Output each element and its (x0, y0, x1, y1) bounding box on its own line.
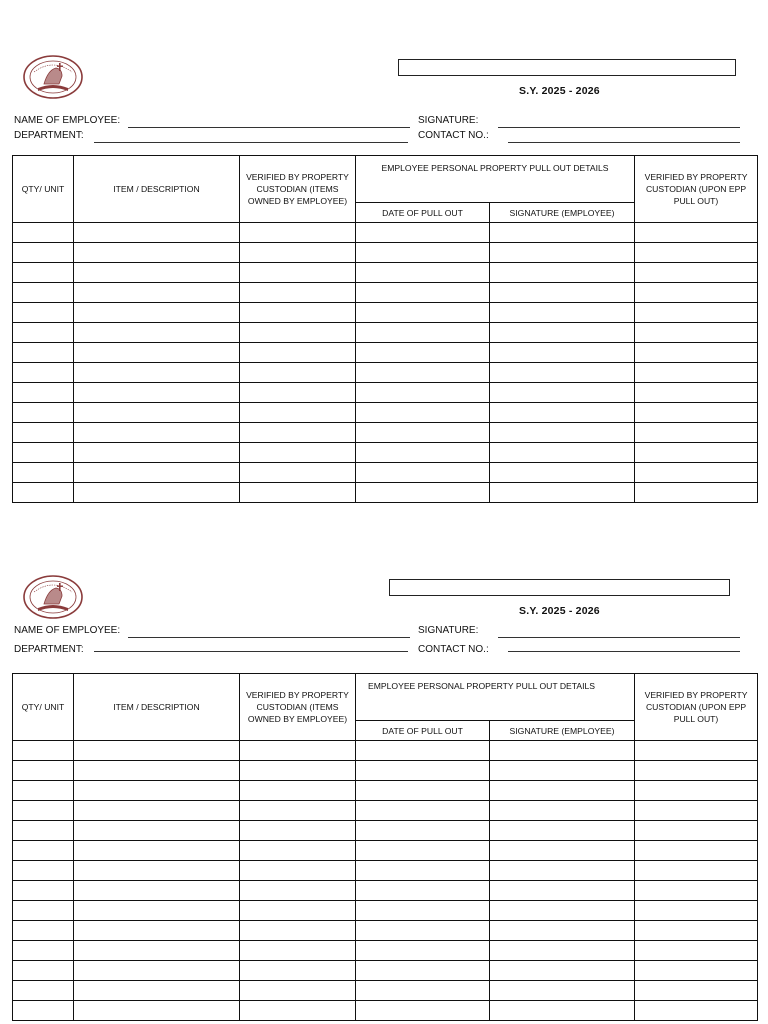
item-description-cell[interactable] (74, 781, 240, 801)
date-of-pull-out-cell[interactable] (356, 283, 490, 303)
qty-unit-cell[interactable] (13, 443, 74, 463)
item-description-cell[interactable] (74, 901, 240, 921)
signature-field[interactable] (498, 637, 740, 638)
qty-unit-cell[interactable] (13, 821, 74, 841)
date-of-pull-out-cell[interactable] (356, 981, 490, 1001)
item-description-cell[interactable] (74, 283, 240, 303)
department-field[interactable] (94, 651, 408, 652)
signature-employee-cell[interactable] (490, 323, 635, 343)
qty-unit-cell[interactable] (13, 403, 74, 423)
table-row (13, 741, 758, 761)
table-row (13, 801, 758, 821)
date-of-pull-out-cell[interactable] (356, 323, 490, 343)
verified-upon-cell[interactable] (635, 961, 758, 981)
signature-employee-cell[interactable] (490, 841, 635, 861)
item-description-cell[interactable] (74, 961, 240, 981)
verified-owned-cell[interactable] (240, 841, 356, 861)
table-row (13, 761, 758, 781)
item-description-cell[interactable] (74, 761, 240, 781)
verified-owned-cell[interactable] (240, 323, 356, 343)
date-of-pull-out-cell[interactable] (356, 861, 490, 881)
verified-upon-cell[interactable] (635, 821, 758, 841)
date-of-pull-out-cell[interactable] (356, 363, 490, 383)
item-description-cell[interactable] (74, 303, 240, 323)
department-label: DEPARTMENT: (14, 644, 84, 655)
date-of-pull-out-cell[interactable] (356, 801, 490, 821)
signature-employee-cell[interactable] (490, 283, 635, 303)
verified-upon-cell[interactable] (635, 283, 758, 303)
verified-owned-cell[interactable] (240, 443, 356, 463)
verified-upon-cell[interactable] (635, 841, 758, 861)
signature-employee-cell[interactable] (490, 243, 635, 263)
verified-owned-cell[interactable] (240, 741, 356, 761)
item-description-cell[interactable] (74, 443, 240, 463)
qty-unit-cell[interactable] (13, 423, 74, 443)
contact-no-field[interactable] (508, 651, 740, 652)
epp-pull-out-header: EMPLOYEE PERSONAL PROPERTY PULL OUT DETAILS (356, 156, 635, 203)
table-row (13, 443, 758, 463)
signature-employee-cell[interactable] (490, 303, 635, 323)
date-of-pull-out-cell[interactable] (356, 463, 490, 483)
item-description-cell[interactable] (74, 463, 240, 483)
date-of-pull-out-cell[interactable] (356, 443, 490, 463)
verified-upon-cell[interactable] (635, 921, 758, 941)
qty-unit-cell[interactable] (13, 283, 74, 303)
verified-owned-cell[interactable] (240, 243, 356, 263)
verified-owned-cell[interactable] (240, 1001, 356, 1021)
table-row (13, 383, 758, 403)
school-seal-logo-icon (22, 574, 84, 620)
signature-employee-cell[interactable] (490, 761, 635, 781)
item-description-cell[interactable] (74, 861, 240, 881)
qty-unit-cell[interactable] (13, 841, 74, 861)
form-title-box[interactable] (398, 59, 736, 76)
date-of-pull-out-cell[interactable] (356, 781, 490, 801)
verified-owned-cell[interactable] (240, 483, 356, 503)
qty-unit-cell[interactable] (13, 761, 74, 781)
qty-unit-cell[interactable] (13, 741, 74, 761)
epp-pull-out-header: EMPLOYEE PERSONAL PROPERTY PULL OUT DETAILS (356, 674, 635, 721)
table-row (13, 323, 758, 343)
signature-employee-cell[interactable] (490, 981, 635, 1001)
verified-owned-cell[interactable] (240, 901, 356, 921)
table-row (13, 921, 758, 941)
item-description-cell[interactable] (74, 383, 240, 403)
verified-owned-cell[interactable] (240, 981, 356, 1001)
verified-upon-cell[interactable] (635, 761, 758, 781)
verified-upon-cell[interactable] (635, 303, 758, 323)
qty-unit-cell[interactable] (13, 303, 74, 323)
verified-upon-cell[interactable] (635, 881, 758, 901)
date-of-pull-out-cell[interactable] (356, 841, 490, 861)
date-of-pull-out-cell[interactable] (356, 263, 490, 283)
table-body (13, 741, 758, 1021)
verified-owned-cell[interactable] (240, 403, 356, 423)
school-year: S.Y. 2025 - 2026 (519, 85, 600, 97)
date-of-pull-out-cell[interactable] (356, 881, 490, 901)
item-description-cell[interactable] (74, 223, 240, 243)
date-of-pull-out-cell[interactable] (356, 901, 490, 921)
date-of-pull-out-cell[interactable] (356, 921, 490, 941)
table-row (13, 901, 758, 921)
table-row (13, 483, 758, 503)
table-row (13, 243, 758, 263)
contact-no-field[interactable] (508, 142, 740, 143)
item-description-cell[interactable] (74, 243, 240, 263)
signature-employee-cell[interactable] (490, 821, 635, 841)
verified-owned-cell[interactable] (240, 423, 356, 443)
item-description-cell[interactable] (74, 343, 240, 363)
verified-upon-cell[interactable] (635, 423, 758, 443)
qty-unit-cell[interactable] (13, 263, 74, 283)
table-row (13, 303, 758, 323)
date-of-pull-out-cell[interactable] (356, 383, 490, 403)
signature-employee-cell[interactable] (490, 901, 635, 921)
date-of-pull-out-cell[interactable] (356, 761, 490, 781)
verified-owned-cell[interactable] (240, 383, 356, 403)
verified-owned-cell[interactable] (240, 941, 356, 961)
qty-unit-cell[interactable] (13, 363, 74, 383)
verified-upon-cell[interactable] (635, 223, 758, 243)
signature-employee-cell[interactable] (490, 921, 635, 941)
signature-employee-header: SIGNATURE (EMPLOYEE) (490, 721, 635, 741)
name-of-employee-label: NAME OF EMPLOYEE: (14, 625, 121, 636)
verified-owned-cell[interactable] (240, 223, 356, 243)
signature-employee-cell[interactable] (490, 223, 635, 243)
verified-upon-cell[interactable] (635, 463, 758, 483)
date-of-pull-out-cell[interactable] (356, 423, 490, 443)
verified-upon-cell[interactable] (635, 741, 758, 761)
table-row (13, 841, 758, 861)
qty-unit-cell[interactable] (13, 801, 74, 821)
date-of-pull-out-header: DATE OF PULL OUT (356, 203, 490, 223)
signature-employee-cell[interactable] (490, 343, 635, 363)
verified-owned-header: VERIFIED BY PROPERTY CUSTODIAN (ITEMS OWNED BY EMPLOYEE) (240, 156, 356, 223)
verified-upon-cell[interactable] (635, 323, 758, 343)
signature-employee-cell[interactable] (490, 383, 635, 403)
verified-owned-cell[interactable] (240, 363, 356, 383)
verified-owned-header: VERIFIED BY PROPERTY CUSTODIAN (ITEMS OWNED BY EMPLOYEE) (240, 674, 356, 741)
item-description-cell[interactable] (74, 423, 240, 443)
item-description-cell[interactable] (74, 483, 240, 503)
date-of-pull-out-cell[interactable] (356, 303, 490, 323)
signature-employee-cell[interactable] (490, 1001, 635, 1021)
verified-upon-cell[interactable] (635, 861, 758, 881)
item-description-cell[interactable] (74, 801, 240, 821)
verified-upon-cell[interactable] (635, 981, 758, 1001)
verified-upon-cell[interactable] (635, 343, 758, 363)
signature-employee-cell[interactable] (490, 463, 635, 483)
verified-owned-cell[interactable] (240, 263, 356, 283)
date-of-pull-out-cell[interactable] (356, 223, 490, 243)
table-row (13, 781, 758, 801)
table-row (13, 961, 758, 981)
date-of-pull-out-cell[interactable] (356, 741, 490, 761)
table-row (13, 403, 758, 423)
qty-unit-cell[interactable] (13, 961, 74, 981)
verified-owned-cell[interactable] (240, 343, 356, 363)
table-row (13, 463, 758, 483)
verified-upon-header: VERIFIED BY PROPERTY CUSTODIAN (UPON EPP PULL OUT) (635, 156, 758, 223)
qty-unit-cell[interactable] (13, 483, 74, 503)
item-description-cell[interactable] (74, 841, 240, 861)
verified-upon-cell[interactable] (635, 263, 758, 283)
signature-employee-cell[interactable] (490, 263, 635, 283)
contact-no-label: CONTACT NO.: (418, 130, 489, 141)
date-of-pull-out-cell[interactable] (356, 961, 490, 981)
verified-upon-cell[interactable] (635, 781, 758, 801)
signature-employee-cell[interactable] (490, 961, 635, 981)
school-seal-logo-icon (22, 54, 84, 100)
signature-employee-cell[interactable] (490, 861, 635, 881)
table-row (13, 263, 758, 283)
qty-unit-cell[interactable] (13, 1001, 74, 1021)
signature-employee-cell[interactable] (490, 941, 635, 961)
verified-owned-cell[interactable] (240, 801, 356, 821)
qty-unit-cell[interactable] (13, 861, 74, 881)
verified-upon-cell[interactable] (635, 483, 758, 503)
item-description-cell[interactable] (74, 821, 240, 841)
item-description-cell[interactable] (74, 263, 240, 283)
verified-owned-cell[interactable] (240, 303, 356, 323)
qty-unit-cell[interactable] (13, 243, 74, 263)
table-body (13, 223, 758, 503)
signature-label: SIGNATURE: (418, 625, 479, 636)
date-of-pull-out-cell[interactable] (356, 243, 490, 263)
signature-employee-cell[interactable] (490, 483, 635, 503)
name-of-employee-label: NAME OF EMPLOYEE: (14, 115, 121, 126)
signature-employee-cell[interactable] (490, 741, 635, 761)
school-year: S.Y. 2025 - 2026 (519, 605, 600, 617)
table-row (13, 941, 758, 961)
qty-unit-header: QTY/ UNIT (13, 156, 74, 223)
verified-owned-cell[interactable] (240, 761, 356, 781)
verified-upon-cell[interactable] (635, 243, 758, 263)
verified-upon-header: VERIFIED BY PROPERTY CUSTODIAN (UPON EPP PULL OUT) (635, 674, 758, 741)
qty-unit-cell[interactable] (13, 981, 74, 1001)
signature-employee-cell[interactable] (490, 781, 635, 801)
signature-employee-cell[interactable] (490, 801, 635, 821)
item-description-cell[interactable] (74, 323, 240, 343)
qty-unit-cell[interactable] (13, 323, 74, 343)
qty-unit-cell[interactable] (13, 881, 74, 901)
verified-upon-cell[interactable] (635, 941, 758, 961)
date-of-pull-out-header: DATE OF PULL OUT (356, 721, 490, 741)
date-of-pull-out-cell[interactable] (356, 483, 490, 503)
date-of-pull-out-cell[interactable] (356, 821, 490, 841)
property-table (12, 155, 758, 503)
date-of-pull-out-cell[interactable] (356, 403, 490, 423)
date-of-pull-out-cell[interactable] (356, 941, 490, 961)
signature-employee-header: SIGNATURE (EMPLOYEE) (490, 203, 635, 223)
signature-employee-cell[interactable] (490, 423, 635, 443)
item-description-cell[interactable] (74, 941, 240, 961)
table-row (13, 283, 758, 303)
qty-unit-cell[interactable] (13, 781, 74, 801)
item-description-cell[interactable] (74, 1001, 240, 1021)
table-row (13, 881, 758, 901)
verified-owned-cell[interactable] (240, 861, 356, 881)
table-row (13, 223, 758, 243)
property-table (12, 673, 758, 1021)
date-of-pull-out-cell[interactable] (356, 343, 490, 363)
verified-upon-cell[interactable] (635, 901, 758, 921)
signature-employee-cell[interactable] (490, 443, 635, 463)
verified-owned-cell[interactable] (240, 921, 356, 941)
verified-upon-cell[interactable] (635, 801, 758, 821)
table-row (13, 861, 758, 881)
qty-unit-header: QTY/ UNIT (13, 674, 74, 741)
item-description-cell[interactable] (74, 921, 240, 941)
signature-employee-cell[interactable] (490, 363, 635, 383)
item-description-header: ITEM / DESCRIPTION (74, 674, 240, 741)
table-row (13, 363, 758, 383)
qty-unit-cell[interactable] (13, 941, 74, 961)
item-description-cell[interactable] (74, 403, 240, 423)
item-description-cell[interactable] (74, 981, 240, 1001)
qty-unit-cell[interactable] (13, 223, 74, 243)
item-description-header: ITEM / DESCRIPTION (74, 156, 240, 223)
table-row (13, 981, 758, 1001)
item-description-cell[interactable] (74, 741, 240, 761)
signature-field[interactable] (498, 127, 740, 128)
qty-unit-cell[interactable] (13, 463, 74, 483)
verified-owned-cell[interactable] (240, 881, 356, 901)
name-of-employee-field[interactable] (128, 637, 410, 638)
table-row (13, 423, 758, 443)
verified-upon-cell[interactable] (635, 443, 758, 463)
name-of-employee-field[interactable] (128, 127, 410, 128)
verified-upon-cell[interactable] (635, 403, 758, 423)
verified-upon-cell[interactable] (635, 363, 758, 383)
verified-owned-cell[interactable] (240, 781, 356, 801)
qty-unit-cell[interactable] (13, 343, 74, 363)
verified-owned-cell[interactable] (240, 463, 356, 483)
item-description-cell[interactable] (74, 363, 240, 383)
signature-label: SIGNATURE: (418, 115, 479, 126)
table-row (13, 821, 758, 841)
table-row (13, 343, 758, 363)
verified-owned-cell[interactable] (240, 283, 356, 303)
date-of-pull-out-cell[interactable] (356, 1001, 490, 1021)
signature-employee-cell[interactable] (490, 403, 635, 423)
qty-unit-cell[interactable] (13, 901, 74, 921)
verified-owned-cell[interactable] (240, 821, 356, 841)
qty-unit-cell[interactable] (13, 921, 74, 941)
department-label: DEPARTMENT: (14, 130, 84, 141)
department-field[interactable] (94, 142, 408, 143)
table-row (13, 1001, 758, 1021)
verified-upon-cell[interactable] (635, 383, 758, 403)
verified-owned-cell[interactable] (240, 961, 356, 981)
item-description-cell[interactable] (74, 881, 240, 901)
form-title-box[interactable] (389, 579, 730, 596)
contact-no-label: CONTACT NO.: (418, 644, 489, 655)
signature-employee-cell[interactable] (490, 881, 635, 901)
verified-upon-cell[interactable] (635, 1001, 758, 1021)
qty-unit-cell[interactable] (13, 383, 74, 403)
